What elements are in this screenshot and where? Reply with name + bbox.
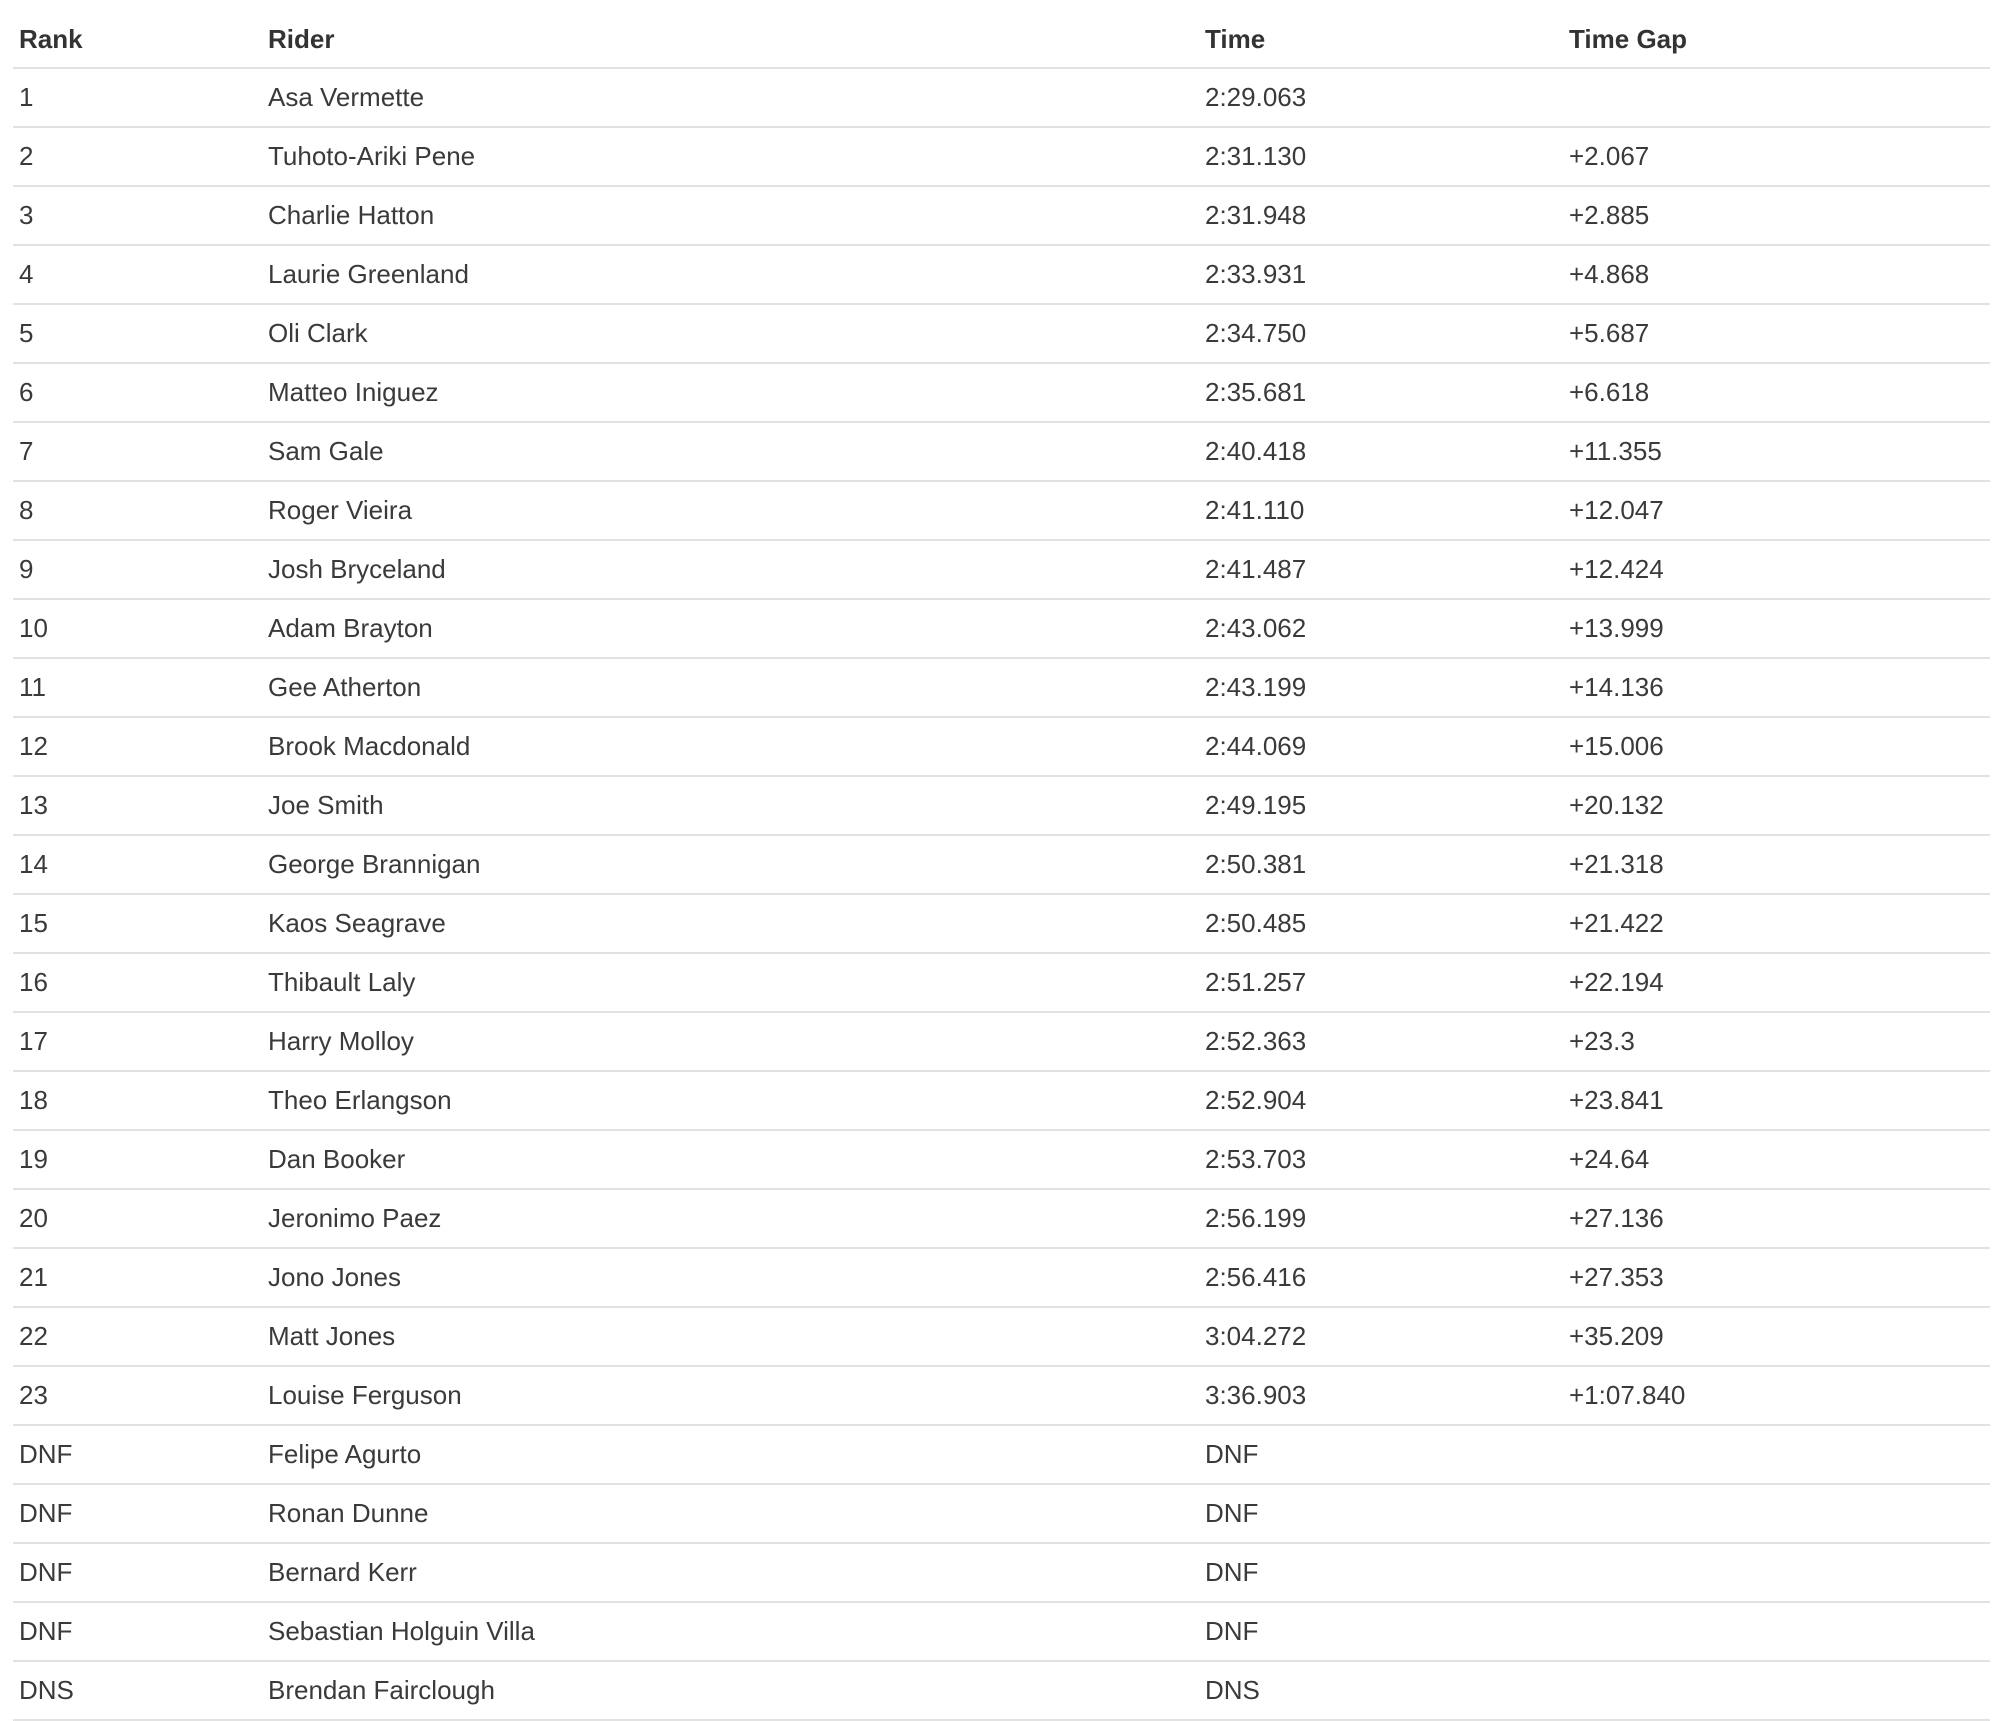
rider-cell: Tuhoto-Ariki Pene <box>262 127 1199 186</box>
table-row <box>13 304 1990 363</box>
time-gap-cell: +11.355 <box>1563 422 1990 481</box>
table-row <box>13 1484 1990 1543</box>
rider-cell: Sebastian Holguin Villa <box>262 1602 1199 1661</box>
rank-cell: 11 <box>13 658 262 717</box>
table-row <box>13 835 1990 894</box>
rider-cell: Thibault Laly <box>262 953 1199 1012</box>
rider-cell: Felipe Agurto <box>262 1425 1199 1484</box>
rank-cell: 3 <box>13 186 262 245</box>
rider-cell: Dan Booker <box>262 1130 1199 1189</box>
time-gap-cell: +12.424 <box>1563 540 1990 599</box>
time-gap-cell <box>1563 1543 1990 1602</box>
rider-cell: Ronan Dunne <box>262 1484 1199 1543</box>
rider-column-header: Rider <box>262 11 1199 68</box>
time-gap-cell: +21.318 <box>1563 835 1990 894</box>
rider-cell: Jono Jones <box>262 1248 1199 1307</box>
time-gap-cell <box>1563 1425 1990 1484</box>
time-gap-cell: +5.687 <box>1563 304 1990 363</box>
rank-cell: 23 <box>13 1366 262 1425</box>
time-cell: 2:53.703 <box>1199 1130 1563 1189</box>
time-cell: 2:41.110 <box>1199 481 1563 540</box>
table-row <box>13 1307 1990 1366</box>
table-row <box>13 245 1990 304</box>
table-row <box>13 1425 1990 1484</box>
rider-cell: Sam Gale <box>262 422 1199 481</box>
rank-cell: 10 <box>13 599 262 658</box>
time-cell: 3:04.272 <box>1199 1307 1563 1366</box>
time-cell: 2:51.257 <box>1199 953 1563 1012</box>
rank-cell: 22 <box>13 1307 262 1366</box>
rider-cell: Charlie Hatton <box>262 186 1199 245</box>
time-gap-cell <box>1563 1602 1990 1661</box>
time-gap-cell: +21.422 <box>1563 894 1990 953</box>
table-row <box>13 127 1990 186</box>
table-row <box>13 1661 1990 1720</box>
rider-cell: Laurie Greenland <box>262 245 1199 304</box>
rider-cell: George Brannigan <box>262 835 1199 894</box>
rider-cell: Brook Macdonald <box>262 717 1199 776</box>
table-row <box>13 481 1990 540</box>
table-row <box>13 1602 1990 1661</box>
rider-cell: Matt Jones <box>262 1307 1199 1366</box>
time-cell: 2:41.487 <box>1199 540 1563 599</box>
rank-cell: 16 <box>13 953 262 1012</box>
time-gap-cell: +6.618 <box>1563 363 1990 422</box>
time-gap-column-header: Time Gap <box>1563 11 1990 68</box>
table-row <box>13 1248 1990 1307</box>
rider-cell: Brendan Fairclough <box>262 1661 1199 1720</box>
time-cell: 2:29.063 <box>1199 68 1563 127</box>
time-gap-cell: +23.3 <box>1563 1012 1990 1071</box>
results-table <box>13 11 1990 1721</box>
time-gap-cell: +2.885 <box>1563 186 1990 245</box>
rank-cell: 13 <box>13 776 262 835</box>
rank-cell: 1 <box>13 68 262 127</box>
time-cell: 2:43.062 <box>1199 599 1563 658</box>
rank-cell: 19 <box>13 1130 262 1189</box>
time-gap-cell <box>1563 1484 1990 1543</box>
time-gap-cell: +22.194 <box>1563 953 1990 1012</box>
time-cell: 2:44.069 <box>1199 717 1563 776</box>
rank-cell: 6 <box>13 363 262 422</box>
table-row <box>13 1012 1990 1071</box>
time-cell: DNF <box>1199 1602 1563 1661</box>
rank-cell: 21 <box>13 1248 262 1307</box>
rider-cell: Joe Smith <box>262 776 1199 835</box>
rider-cell: Bernard Kerr <box>262 1543 1199 1602</box>
table-row <box>13 186 1990 245</box>
rank-cell: 12 <box>13 717 262 776</box>
table-row <box>13 68 1990 127</box>
rank-cell: 15 <box>13 894 262 953</box>
time-gap-cell: +4.868 <box>1563 245 1990 304</box>
rider-cell: Matteo Iniguez <box>262 363 1199 422</box>
rider-cell: Roger Vieira <box>262 481 1199 540</box>
rank-column-header: Rank <box>13 11 262 68</box>
time-column-header: Time <box>1199 11 1563 68</box>
time-cell: 2:43.199 <box>1199 658 1563 717</box>
table-row <box>13 1366 1990 1425</box>
time-cell: 2:50.381 <box>1199 835 1563 894</box>
time-gap-cell: +23.841 <box>1563 1071 1990 1130</box>
rank-cell: 2 <box>13 127 262 186</box>
rank-cell: 17 <box>13 1012 262 1071</box>
rider-cell: Asa Vermette <box>262 68 1199 127</box>
time-gap-cell: +27.136 <box>1563 1189 1990 1248</box>
rider-cell: Josh Bryceland <box>262 540 1199 599</box>
rider-cell: Louise Ferguson <box>262 1366 1199 1425</box>
rank-cell: 9 <box>13 540 262 599</box>
time-cell: DNF <box>1199 1425 1563 1484</box>
time-gap-cell: +15.006 <box>1563 717 1990 776</box>
time-gap-cell: +1:07.840 <box>1563 1366 1990 1425</box>
table-row <box>13 1130 1990 1189</box>
table-row <box>13 1071 1990 1130</box>
time-gap-cell: +20.132 <box>1563 776 1990 835</box>
table-row <box>13 422 1990 481</box>
time-cell: 2:40.418 <box>1199 422 1563 481</box>
rank-cell: 5 <box>13 304 262 363</box>
time-cell: 2:56.416 <box>1199 1248 1563 1307</box>
rider-cell: Gee Atherton <box>262 658 1199 717</box>
time-cell: DNS <box>1199 1661 1563 1720</box>
table-row <box>13 894 1990 953</box>
time-cell: 3:36.903 <box>1199 1366 1563 1425</box>
rider-cell: Adam Brayton <box>262 599 1199 658</box>
table-row <box>13 1189 1990 1248</box>
time-cell: DNF <box>1199 1543 1563 1602</box>
time-gap-cell: +13.999 <box>1563 599 1990 658</box>
time-gap-cell: +24.64 <box>1563 1130 1990 1189</box>
rider-cell: Oli Clark <box>262 304 1199 363</box>
time-cell: 2:35.681 <box>1199 363 1563 422</box>
table-row <box>13 717 1990 776</box>
time-cell: 2:31.948 <box>1199 186 1563 245</box>
table-row <box>13 776 1990 835</box>
table-row <box>13 363 1990 422</box>
time-gap-cell: +35.209 <box>1563 1307 1990 1366</box>
rank-cell: 18 <box>13 1071 262 1130</box>
time-gap-cell: +12.047 <box>1563 481 1990 540</box>
rider-cell: Kaos Seagrave <box>262 894 1199 953</box>
rank-cell: DNS <box>13 1661 262 1720</box>
time-cell: 2:33.931 <box>1199 245 1563 304</box>
rank-cell: 20 <box>13 1189 262 1248</box>
time-cell: DNF <box>1199 1484 1563 1543</box>
rider-cell: Theo Erlangson <box>262 1071 1199 1130</box>
table-row <box>13 599 1990 658</box>
rider-cell: Harry Molloy <box>262 1012 1199 1071</box>
time-gap-cell: +2.067 <box>1563 127 1990 186</box>
time-cell: 2:52.363 <box>1199 1012 1563 1071</box>
rank-cell: DNF <box>13 1425 262 1484</box>
rank-cell: DNF <box>13 1543 262 1602</box>
time-gap-cell: +14.136 <box>1563 658 1990 717</box>
time-cell: 2:50.485 <box>1199 894 1563 953</box>
table-body <box>13 68 1990 1720</box>
table-header <box>13 11 1990 68</box>
time-cell: 2:31.130 <box>1199 127 1563 186</box>
time-cell: 2:34.750 <box>1199 304 1563 363</box>
table-row <box>13 540 1990 599</box>
time-cell: 2:52.904 <box>1199 1071 1563 1130</box>
table-row <box>13 953 1990 1012</box>
table-row <box>13 1543 1990 1602</box>
time-gap-cell: +27.353 <box>1563 1248 1990 1307</box>
rank-cell: 14 <box>13 835 262 894</box>
rank-cell: 8 <box>13 481 262 540</box>
rank-cell: 7 <box>13 422 262 481</box>
rider-cell: Jeronimo Paez <box>262 1189 1199 1248</box>
header-row <box>13 11 1990 68</box>
time-gap-cell <box>1563 68 1990 127</box>
table-row <box>13 658 1990 717</box>
rank-cell: 4 <box>13 245 262 304</box>
rank-cell: DNF <box>13 1602 262 1661</box>
rank-cell: DNF <box>13 1484 262 1543</box>
time-cell: 2:49.195 <box>1199 776 1563 835</box>
time-cell: 2:56.199 <box>1199 1189 1563 1248</box>
time-gap-cell <box>1563 1661 1990 1720</box>
